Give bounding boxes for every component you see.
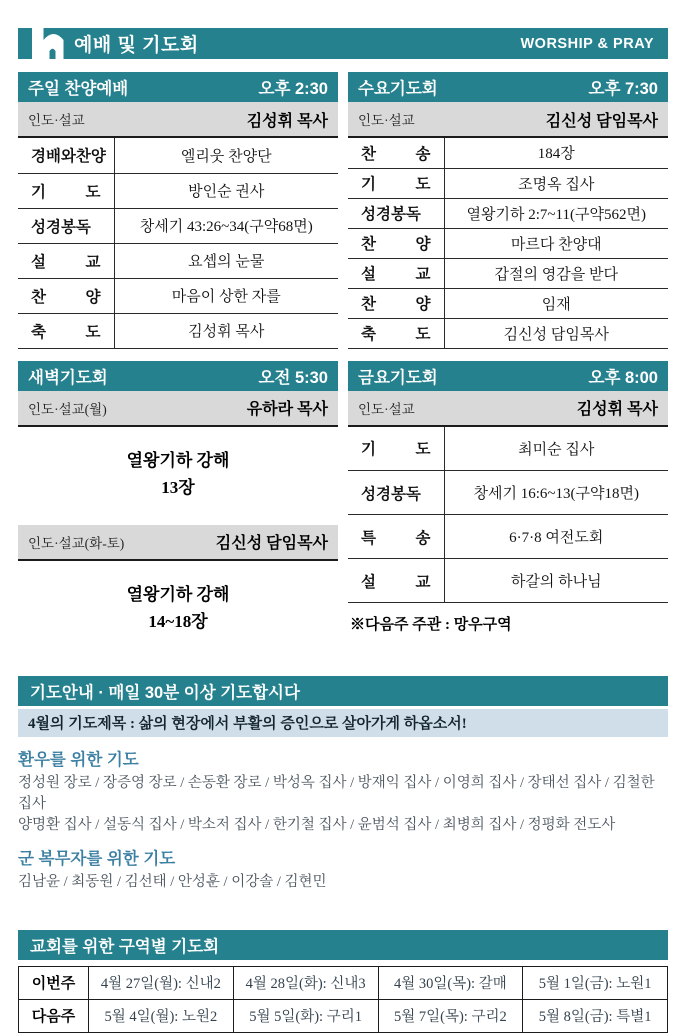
- table-row: [18, 278, 338, 313]
- row-value: 마르다 찬양대: [444, 228, 668, 258]
- row-value: 6·7·8 여전도회: [444, 515, 668, 559]
- service-columns: [18, 72, 668, 659]
- row-value: 최미순 집사: [444, 427, 668, 471]
- friday-prayer-header: [348, 361, 668, 391]
- wednesday-prayer-time: 오후 7:30: [588, 80, 658, 98]
- row-value: 마음이 상한 자를: [114, 278, 338, 313]
- sunday-leader-name: 김성휘 목사: [246, 112, 328, 130]
- friday-prayer-section: [348, 361, 668, 635]
- next-week-host-note: ※다음주 주관 : 망우구역: [350, 617, 512, 633]
- table-row: [348, 228, 668, 258]
- district-cell: 5월 7일(목): 구리2: [378, 999, 523, 1032]
- left-column: [18, 72, 338, 659]
- sunday-service-title: 주일 찬양예배: [28, 80, 129, 98]
- table-row: [18, 173, 338, 208]
- row-label: 찬 송: [348, 138, 444, 168]
- sunday-service-table: [18, 138, 338, 349]
- district-cell: 5월 4일(월): 노원2: [89, 999, 234, 1032]
- wednesday-leader-row: [348, 102, 668, 138]
- row-value: 김성휘 목사: [114, 313, 338, 348]
- dawn-prayer-section: [18, 361, 338, 659]
- table-row: [348, 471, 668, 515]
- sunday-service-time: 오후 2:30: [258, 80, 328, 98]
- district-prayer-table: [18, 966, 668, 1033]
- wednesday-leader-name: 김신성 담임목사: [545, 112, 658, 130]
- row-value: 창세기 16:6~13(구약18면): [444, 471, 668, 515]
- row-label: 찬 양: [348, 288, 444, 318]
- sermon-chapter: 13장: [161, 477, 195, 497]
- table-row: [18, 313, 338, 348]
- sunday-service-header: [18, 72, 338, 102]
- row-label: 찬 양: [348, 228, 444, 258]
- sunday-leader-row: [18, 102, 338, 138]
- district-cell: 5월 8일(금): 특별1: [523, 999, 668, 1032]
- dawn-leader-row-mon: [18, 391, 338, 427]
- week-label: 이번주: [19, 966, 89, 999]
- sunday-service-section: [18, 72, 338, 349]
- table-row: [348, 138, 668, 168]
- dawn-leader-row-tue-sat: [18, 525, 338, 561]
- table-row: [348, 515, 668, 559]
- page-subtitle: WORSHIP & PRAY: [520, 35, 654, 52]
- friday-prayer-time: 오후 8:00: [588, 368, 658, 387]
- monthly-prayer-text: 4월의 기도제목 : 삶의 현장에서 부활의 증인으로 살아가게 하옵소서!: [28, 716, 467, 732]
- row-label: 축 도: [18, 313, 114, 348]
- district-cell: 4월 28일(화): 신내3: [233, 966, 378, 999]
- row-label: 축 도: [348, 318, 444, 348]
- friday-leader-row: [348, 391, 668, 427]
- district-prayer-header: [18, 930, 668, 960]
- row-label: 설 교: [348, 258, 444, 288]
- row-value: 김신성 담임목사: [444, 318, 668, 348]
- dawn-leader-name: 유하라 목사: [246, 401, 328, 418]
- row-value: 방인순 권사: [114, 173, 338, 208]
- row-label: 기 도: [348, 427, 444, 471]
- dawn-prayer-header: [18, 361, 338, 391]
- church-icon: [26, 13, 66, 59]
- page-title: 예배 및 기도회: [74, 35, 199, 56]
- district-cell: 4월 27일(월): 신내2: [89, 966, 234, 999]
- sick-names-line2: 양명환 집사 / 설동식 집사 / 박소저 집사 / 한기철 집사 / 윤범석 집사 / 최병희 집사 / 정평화 전도사: [18, 816, 616, 833]
- friday-prayer-table: [348, 427, 668, 604]
- sick-prayer-names: [18, 773, 668, 836]
- district-cell: 5월 1일(금): 노원1: [523, 966, 668, 999]
- row-label: 기 도: [348, 168, 444, 198]
- table-row: [19, 999, 668, 1032]
- wednesday-leader-label: 인도·설교: [358, 113, 415, 128]
- friday-prayer-title: 금요기도회: [358, 368, 438, 387]
- row-label: 설 교: [348, 559, 444, 603]
- table-row: [348, 288, 668, 318]
- table-row: [348, 318, 668, 348]
- row-label: 성경봉독: [348, 198, 444, 228]
- table-row: [18, 243, 338, 278]
- friday-leader-name: 김성휘 목사: [576, 401, 658, 418]
- dawn-prayer-title: 새벽기도회: [28, 368, 108, 387]
- military-prayer-heading: 군 복무자를 위한 기도: [18, 849, 176, 868]
- right-column: [348, 72, 668, 659]
- dawn-leader-label: 인도·설교(화-토): [28, 535, 125, 551]
- wednesday-prayer-section: [348, 72, 668, 349]
- worship-header-bar: [18, 28, 668, 59]
- wednesday-prayer-header: [348, 72, 668, 102]
- row-label: 경배와찬양: [18, 138, 114, 173]
- table-row: [348, 258, 668, 288]
- row-label: 성경봉독: [348, 471, 444, 515]
- table-row: [19, 966, 668, 999]
- district-prayer-title: 교회를 위한 구역별 기도회: [30, 937, 220, 956]
- table-row: [348, 198, 668, 228]
- row-label: 특 송: [348, 515, 444, 559]
- sunday-leader-label: 인도·설교: [28, 113, 85, 128]
- week-label: 다음주: [19, 999, 89, 1032]
- table-row: [348, 168, 668, 198]
- table-row: [18, 138, 338, 173]
- row-value: 요셉의 눈물: [114, 243, 338, 278]
- dawn-sermon-block-mon: [18, 427, 338, 525]
- row-label: 성경봉독: [18, 208, 114, 243]
- dawn-sermon-block-tue-sat: [18, 561, 338, 659]
- table-row: [18, 208, 338, 243]
- row-value: 갑절의 영감을 받다: [444, 258, 668, 288]
- table-row: [348, 559, 668, 603]
- dawn-leader-name: 김신성 담임목사: [215, 535, 328, 552]
- friday-leader-label: 인도·설교: [358, 401, 415, 417]
- district-cell: 5월 5일(화): 구리1: [233, 999, 378, 1032]
- prayer-guide-header: [18, 676, 668, 706]
- row-label: 설 교: [18, 243, 114, 278]
- wednesday-prayer-table: [348, 138, 668, 349]
- row-label: 기 도: [18, 173, 114, 208]
- dawn-leader-label: 인도·설교(월): [28, 401, 107, 417]
- row-value: 184장: [444, 138, 668, 168]
- sick-names-line1: 정성원 장로 / 장증영 장로 / 손동환 장로 / 박성옥 집사 / 방재익 집사 / 이영희 집사 / 장태선 집사 / 김철한 집사: [18, 774, 655, 812]
- wednesday-prayer-title: 수요기도회: [358, 80, 438, 98]
- row-value: 창세기 43:26~34(구약68면): [114, 208, 338, 243]
- military-prayer-names: 김남윤 / 최동원 / 김선태 / 안성훈 / 이강솔 / 김현민: [18, 873, 327, 890]
- row-value: 임재: [444, 288, 668, 318]
- row-value: 열왕기하 2:7~11(구약562면): [444, 198, 668, 228]
- sermon-chapter: 14~18장: [148, 611, 208, 631]
- row-value: 하갈의 하나님: [444, 559, 668, 603]
- sermon-series: 열왕기하 강해: [126, 584, 230, 604]
- dawn-prayer-time: 오전 5:30: [258, 368, 328, 387]
- monthly-prayer-topic: [18, 709, 668, 737]
- row-label: 찬 양: [18, 278, 114, 313]
- table-row: [348, 427, 668, 471]
- sick-prayer-heading: 환우를 위한 기도: [18, 750, 139, 769]
- row-value: 조명옥 집사: [444, 168, 668, 198]
- sermon-series: 열왕기하 강해: [126, 450, 230, 470]
- row-value: 엘리웃 찬양단: [114, 138, 338, 173]
- prayer-guide-title: 기도안내 · 매일 30분 이상 기도합시다: [30, 683, 300, 702]
- district-cell: 4월 30일(목): 갈매: [378, 966, 523, 999]
